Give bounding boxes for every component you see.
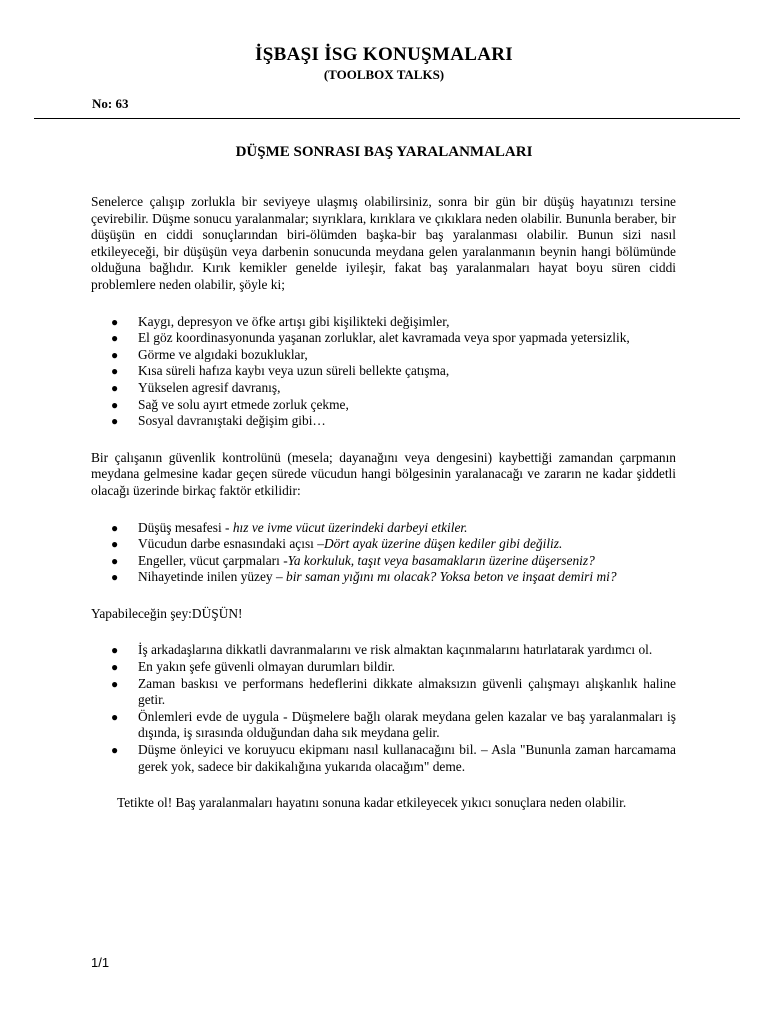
list-item: ● Görme ve algıdaki bozukluklar,	[111, 346, 308, 362]
list-item: ● Yükselen agresif davranış,	[111, 379, 281, 395]
list-item: ● Vücudun darbe esnasındaki açısı –Dört ayak üzerine düşen kediler gibi değiliz.	[111, 536, 563, 552]
factors-paragraph: Bir çalışanın güvenlik kontrolünü (mesela; dayanağını veya dengesini) kaybettiği zamandan çarpmanın meydana gelmesine kadar geçen sürede vücudun hangi bölgesinin yaralanacağı ve zararın ne kadar şiddetli olacağı üzerinde birkaç faktör etkilidir:	[91, 449, 676, 498]
list-item: ● Kısa süreli hafıza kaybı veya uzun süreli bellekte çatışma,	[111, 363, 450, 379]
bullet-icon: ●	[111, 414, 119, 429]
bullet-icon: ●	[111, 709, 119, 724]
document-subtitle: (TOOLBOX TALKS)	[323, 67, 445, 82]
bullet-icon: ●	[111, 347, 119, 362]
bullet-icon: ●	[111, 364, 119, 379]
list-item: ● İş arkadaşlarına dikkatli davranmalarını ve risk almaktan kaçınmalarını hatırlatarak yardımcı ol.	[111, 642, 653, 658]
factors-list	[91, 520, 676, 586]
bullet-icon: ●	[111, 743, 119, 758]
intro-paragraph: Senelerce çalışıp zorlukla bir seviyeye ulaşmış olabilirsiniz, sonra bir gün bir düşüş hayatınızı tersine çevirebilir. Düşme sonucu yaralanmalar; sıyrıklara, kırıklara ve çıkıklara neden olabilir. Bununla beraber, bir düşüşün en ciddi sonuçlarından biri-ölümden başka-bir baş yaralanması olabilir. Bunun sizi nasıl etkileyeceği, bir düşüşün veya darbenin sonucunda meydana gelen yaralanmanın beynin hangi bölümünde olduğuna bağlıdır. Kırık kemikler genelde iyileşir, fakat baş yaralanmaları hayat boyu süren ciddi problemlere neden olabilir, şöyle ki;	[91, 194, 676, 292]
closing-paragraph: Tetikte ol! Baş yaralanmaları hayatını sonuna kadar etkileyecek yıkıcı sonuçlara neden olabilir.	[117, 795, 627, 811]
list-item: ● En yakın şefe güvenli olmayan durumları bildir.	[111, 659, 395, 675]
bullet-icon: ●	[111, 397, 119, 412]
list-item: ● Sağ ve solu ayırt etmede zorluk çekme,	[111, 396, 349, 412]
list-item: ● Kaygı, depresyon ve öfke artışı gibi kişilikteki değişimler,	[111, 313, 450, 329]
bullet-icon: ●	[111, 676, 119, 691]
bullet-icon: ●	[111, 570, 119, 585]
action-heading: Yapabileceğin şey:DÜŞÜN!	[91, 605, 243, 621]
document-number: No: 63	[92, 96, 129, 111]
bullet-icon: ●	[111, 553, 119, 568]
list-item: ● Sosyal davranıştaki değişim gibi…	[111, 413, 326, 429]
list-item: ● Nihayetinde inilen yüzey – bir saman yığını mı olacak? Yoksa beton ve inşaat demiri mi?	[111, 569, 617, 585]
list-item: ● Zaman baskısı ve performans hedeflerini dikkate almaksızın güvenli çalışmayı alışkanlık haline getir.	[111, 675, 676, 708]
document-body	[91, 194, 676, 812]
list-item: ● Düşme önleyici ve koruyucu ekipmanı nasıl kullanacağını bil. – Asla "Bununla zaman harcamama gerek yok, sadece bir dakikalığına yukarıda olacağım" deme.	[111, 742, 676, 774]
section-heading: DÜŞME SONRASI BAŞ YARALANMALARI	[235, 144, 533, 160]
actions-list	[91, 642, 676, 775]
list-item: ● El göz koordinasyonunda yaşanan zorluklar, alet kavramada veya spor yapmada yetersizlik,	[111, 330, 630, 346]
header-divider	[34, 118, 740, 119]
effects-list	[91, 314, 676, 430]
list-item: ● Düşüş mesafesi - hız ve ivme vücut üzerindeki darbeyi etkiler.	[111, 519, 468, 535]
document-title: İŞBAŞI İSG KONUŞMALARI	[255, 44, 513, 65]
list-item: ● Önlemleri evde de uygula - Düşmelere bağlı olarak meydana gelen kazalar ve baş yaralanmaları iş dışında, iş sırasında olduğundan daha sık meydana gelir.	[111, 708, 676, 741]
bullet-icon: ●	[111, 314, 119, 329]
bullet-icon: ●	[111, 537, 119, 552]
bullet-icon: ●	[111, 380, 119, 395]
page-number: 1/1	[91, 955, 110, 970]
bullet-icon: ●	[111, 643, 119, 658]
list-item: ● Engeller, vücut çarpmaları -Ya korkuluk, taşıt veya basamakların üzerine düşerseniz?	[111, 552, 595, 568]
bullet-icon: ●	[111, 660, 119, 675]
bullet-icon: ●	[111, 331, 119, 346]
bullet-icon: ●	[111, 520, 119, 535]
